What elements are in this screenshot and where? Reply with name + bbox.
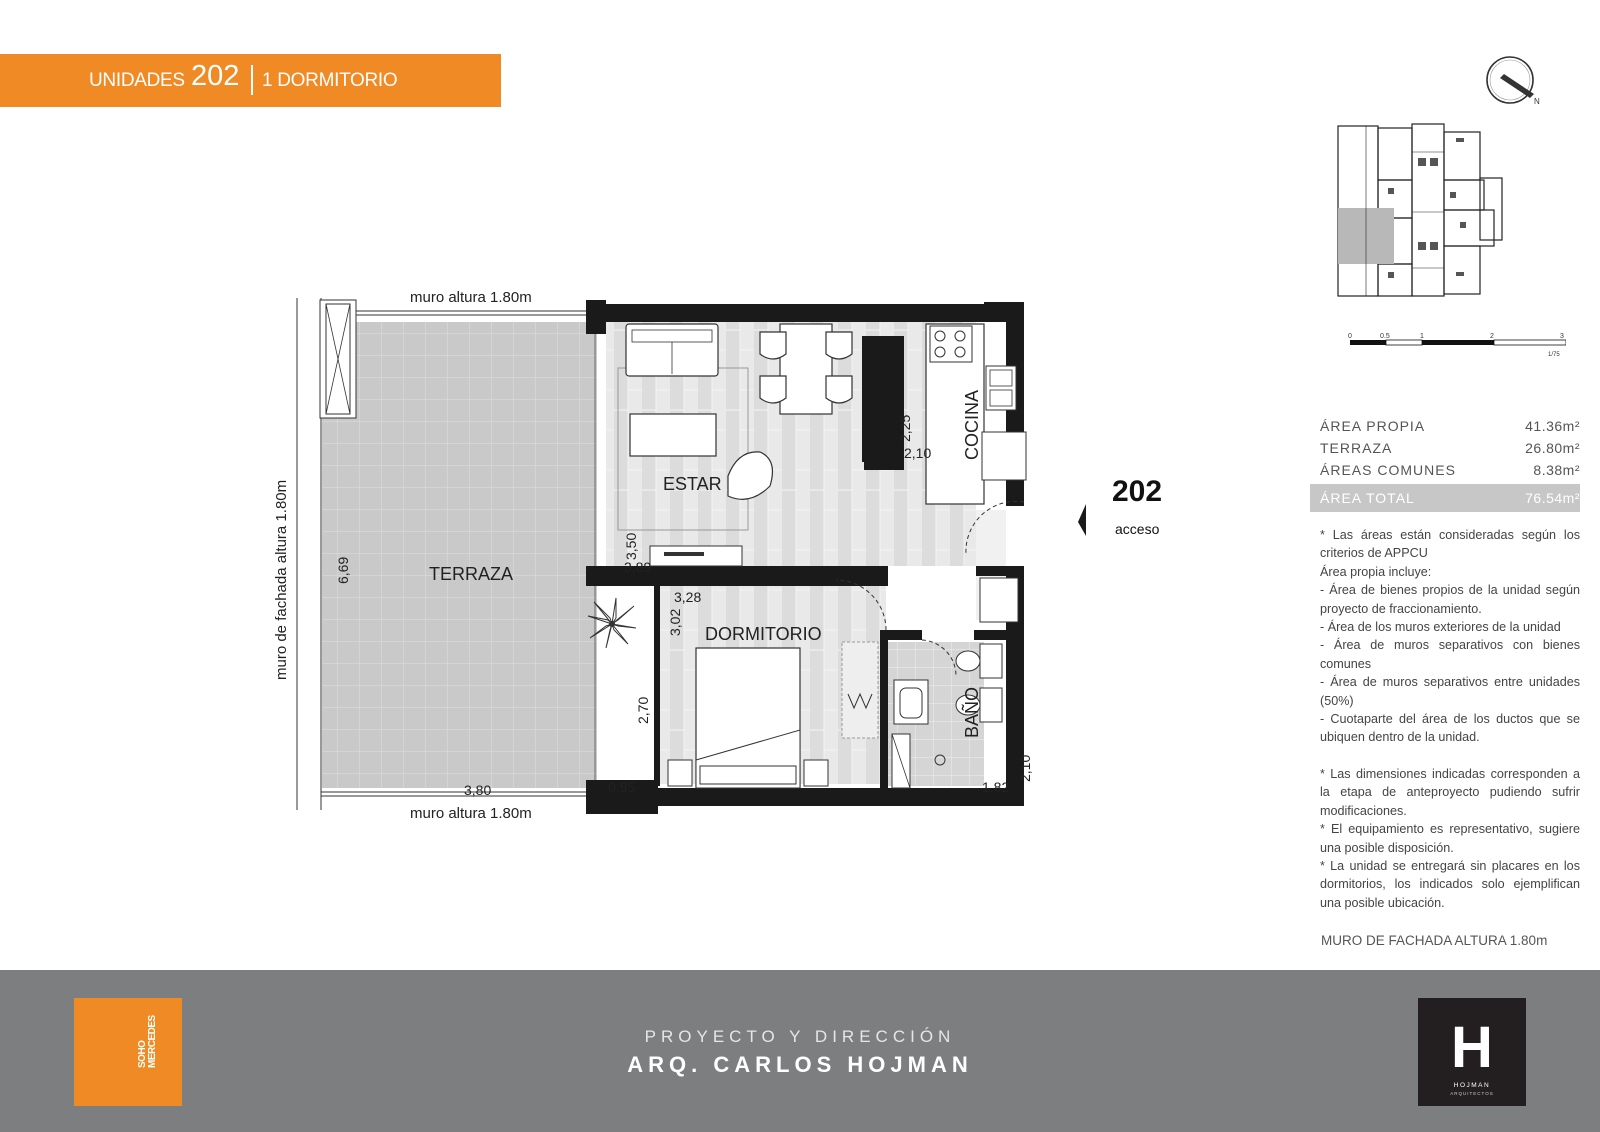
area-label: ÁREA PROPIA: [1320, 418, 1426, 434]
hojman-logo-letter: H: [1451, 1015, 1493, 1080]
dim-bath-height: 2,10: [1017, 754, 1033, 782]
note-spacer: [1320, 747, 1580, 765]
room-cocina: COCINA: [962, 389, 982, 460]
dim-estar-height: 3,50: [623, 532, 639, 560]
dim-bath-width: 1,82: [982, 779, 1010, 795]
hojman-logo-name: HOJMAN: [1453, 1082, 1491, 1089]
dim-side-width: 0,95: [608, 779, 636, 795]
access-label: acceso: [1115, 521, 1160, 537]
area-label: TERRAZA: [1320, 440, 1393, 456]
dim-estar-width: 3,89: [624, 559, 652, 575]
dim-kitchen-b: 2,10: [904, 445, 932, 461]
unit-label: 202: [1112, 475, 1163, 508]
note-ductos: - Cuotaparte del área de los ductos que se ubiquen dentro de la unidad.: [1320, 712, 1580, 745]
scale-tick-05: 0.5: [1380, 333, 1390, 340]
footer-band: [0, 970, 1600, 1132]
soho-logo-line1: SOHO: [137, 1040, 148, 1068]
dim-kitchen-a: 2,25: [897, 414, 913, 442]
closet: [842, 642, 878, 738]
note-muros-unidades: - Área de muros separativos entre unidades (50%): [1320, 675, 1580, 708]
dim-dorm-width: 3,28: [674, 589, 702, 605]
wall-bottom-label: muro altura 1.80m: [410, 805, 532, 822]
north-compass-icon: [1486, 54, 1550, 110]
terraza-floor: [322, 322, 597, 788]
header-type: 1 DORMITORIO: [262, 70, 398, 91]
note-appcu: * Las áreas están consideradas según los criterios de APPCU: [1320, 528, 1580, 561]
header-divider: [251, 65, 253, 95]
site-key-plan: [1336, 122, 1512, 300]
area-row-total: [1310, 484, 1580, 512]
room-estar: ESTAR: [663, 474, 722, 494]
area-row-comunes: [1310, 460, 1580, 482]
compass-label: N: [1534, 97, 1540, 106]
appliance: [980, 578, 1018, 622]
scale-tick-2: 2: [1490, 333, 1494, 340]
note-bienes-propios: - Área de bienes propios de la unidad según proyecto de fraccionamiento.: [1320, 583, 1580, 616]
scale-ratio: 1/75: [1548, 352, 1560, 358]
note-area-propia: Área propia incluye:: [1320, 564, 1432, 579]
coffee-table: [630, 414, 716, 456]
area-value: 26.80m²: [1525, 440, 1580, 456]
footer-proyecto: PROYECTO Y DIRECCIÓN: [644, 1027, 956, 1046]
area-row-propia: [1310, 416, 1580, 438]
header-unit-number: 202: [191, 60, 240, 92]
note-muros-comunes: - Área de muros separativos con bienes comunes: [1320, 638, 1580, 671]
hojman-logo: [1418, 998, 1526, 1106]
dining-table: [780, 324, 832, 414]
facade-wall-label: muro de fachada altura 1.80m: [273, 479, 290, 680]
footer-architect: ARQ. CARLOS HOJMAN: [627, 1052, 973, 1077]
sofa: [626, 324, 718, 376]
note-muro-fachada: MURO DE FACHADA ALTURA 1.80m: [1321, 933, 1548, 948]
note-muros-exteriores: - Área de los muros exteriores de la unidad: [1320, 620, 1561, 635]
dim-terraza-width: 3,80: [464, 782, 492, 798]
wall-top-label: muro altura 1.80m: [410, 290, 532, 306]
area-total-value: 76.54m²: [1525, 490, 1580, 506]
dim-dorm-height: 3,02: [667, 608, 683, 636]
header-unidades: UNIDADES: [89, 70, 185, 91]
area-total-label: ÁREA TOTAL: [1320, 490, 1415, 506]
room-terraza: TERRAZA: [429, 564, 514, 584]
scale-bar: [1340, 332, 1566, 360]
dim-side-height: 2,70: [635, 696, 651, 724]
note-dimensiones: * Las dimensiones indicadas corresponden a la etapa de anteproyecto pudiendo sufrir modificaciones.: [1320, 766, 1580, 818]
header-band: [0, 54, 501, 107]
area-label: ÁREAS COMUNES: [1320, 462, 1456, 478]
area-value: 8.38m²: [1533, 462, 1580, 478]
tv-icon: [664, 552, 704, 556]
scale-tick-0: 0: [1348, 333, 1352, 340]
floor-plan: [250, 290, 1170, 850]
note-placares: * La unidad se entregará sin placares en los dormitorios, los indicados solo ejemplifican una posible ubicación.: [1320, 858, 1580, 910]
scale-tick-3: 3: [1560, 333, 1564, 340]
area-value: 41.36m²: [1525, 418, 1580, 434]
note-equipamiento: * El equipamiento es representativo, sugiere una posible disposición.: [1320, 822, 1580, 855]
room-dormitorio: DORMITORIO: [705, 624, 822, 644]
area-row-terraza: [1310, 438, 1580, 460]
access-arrow-icon: [1078, 504, 1086, 536]
scale-tick-1: 1: [1420, 333, 1424, 340]
planter: [320, 300, 356, 418]
room-bano: BAÑO: [962, 686, 982, 738]
notes-block: [1320, 526, 1580, 912]
hojman-logo-sub: ARQUITECTOS: [1450, 1091, 1494, 1096]
dim-terraza-height: 6,69: [335, 556, 351, 584]
soho-logo-line2: MERCEDES: [147, 1015, 158, 1068]
